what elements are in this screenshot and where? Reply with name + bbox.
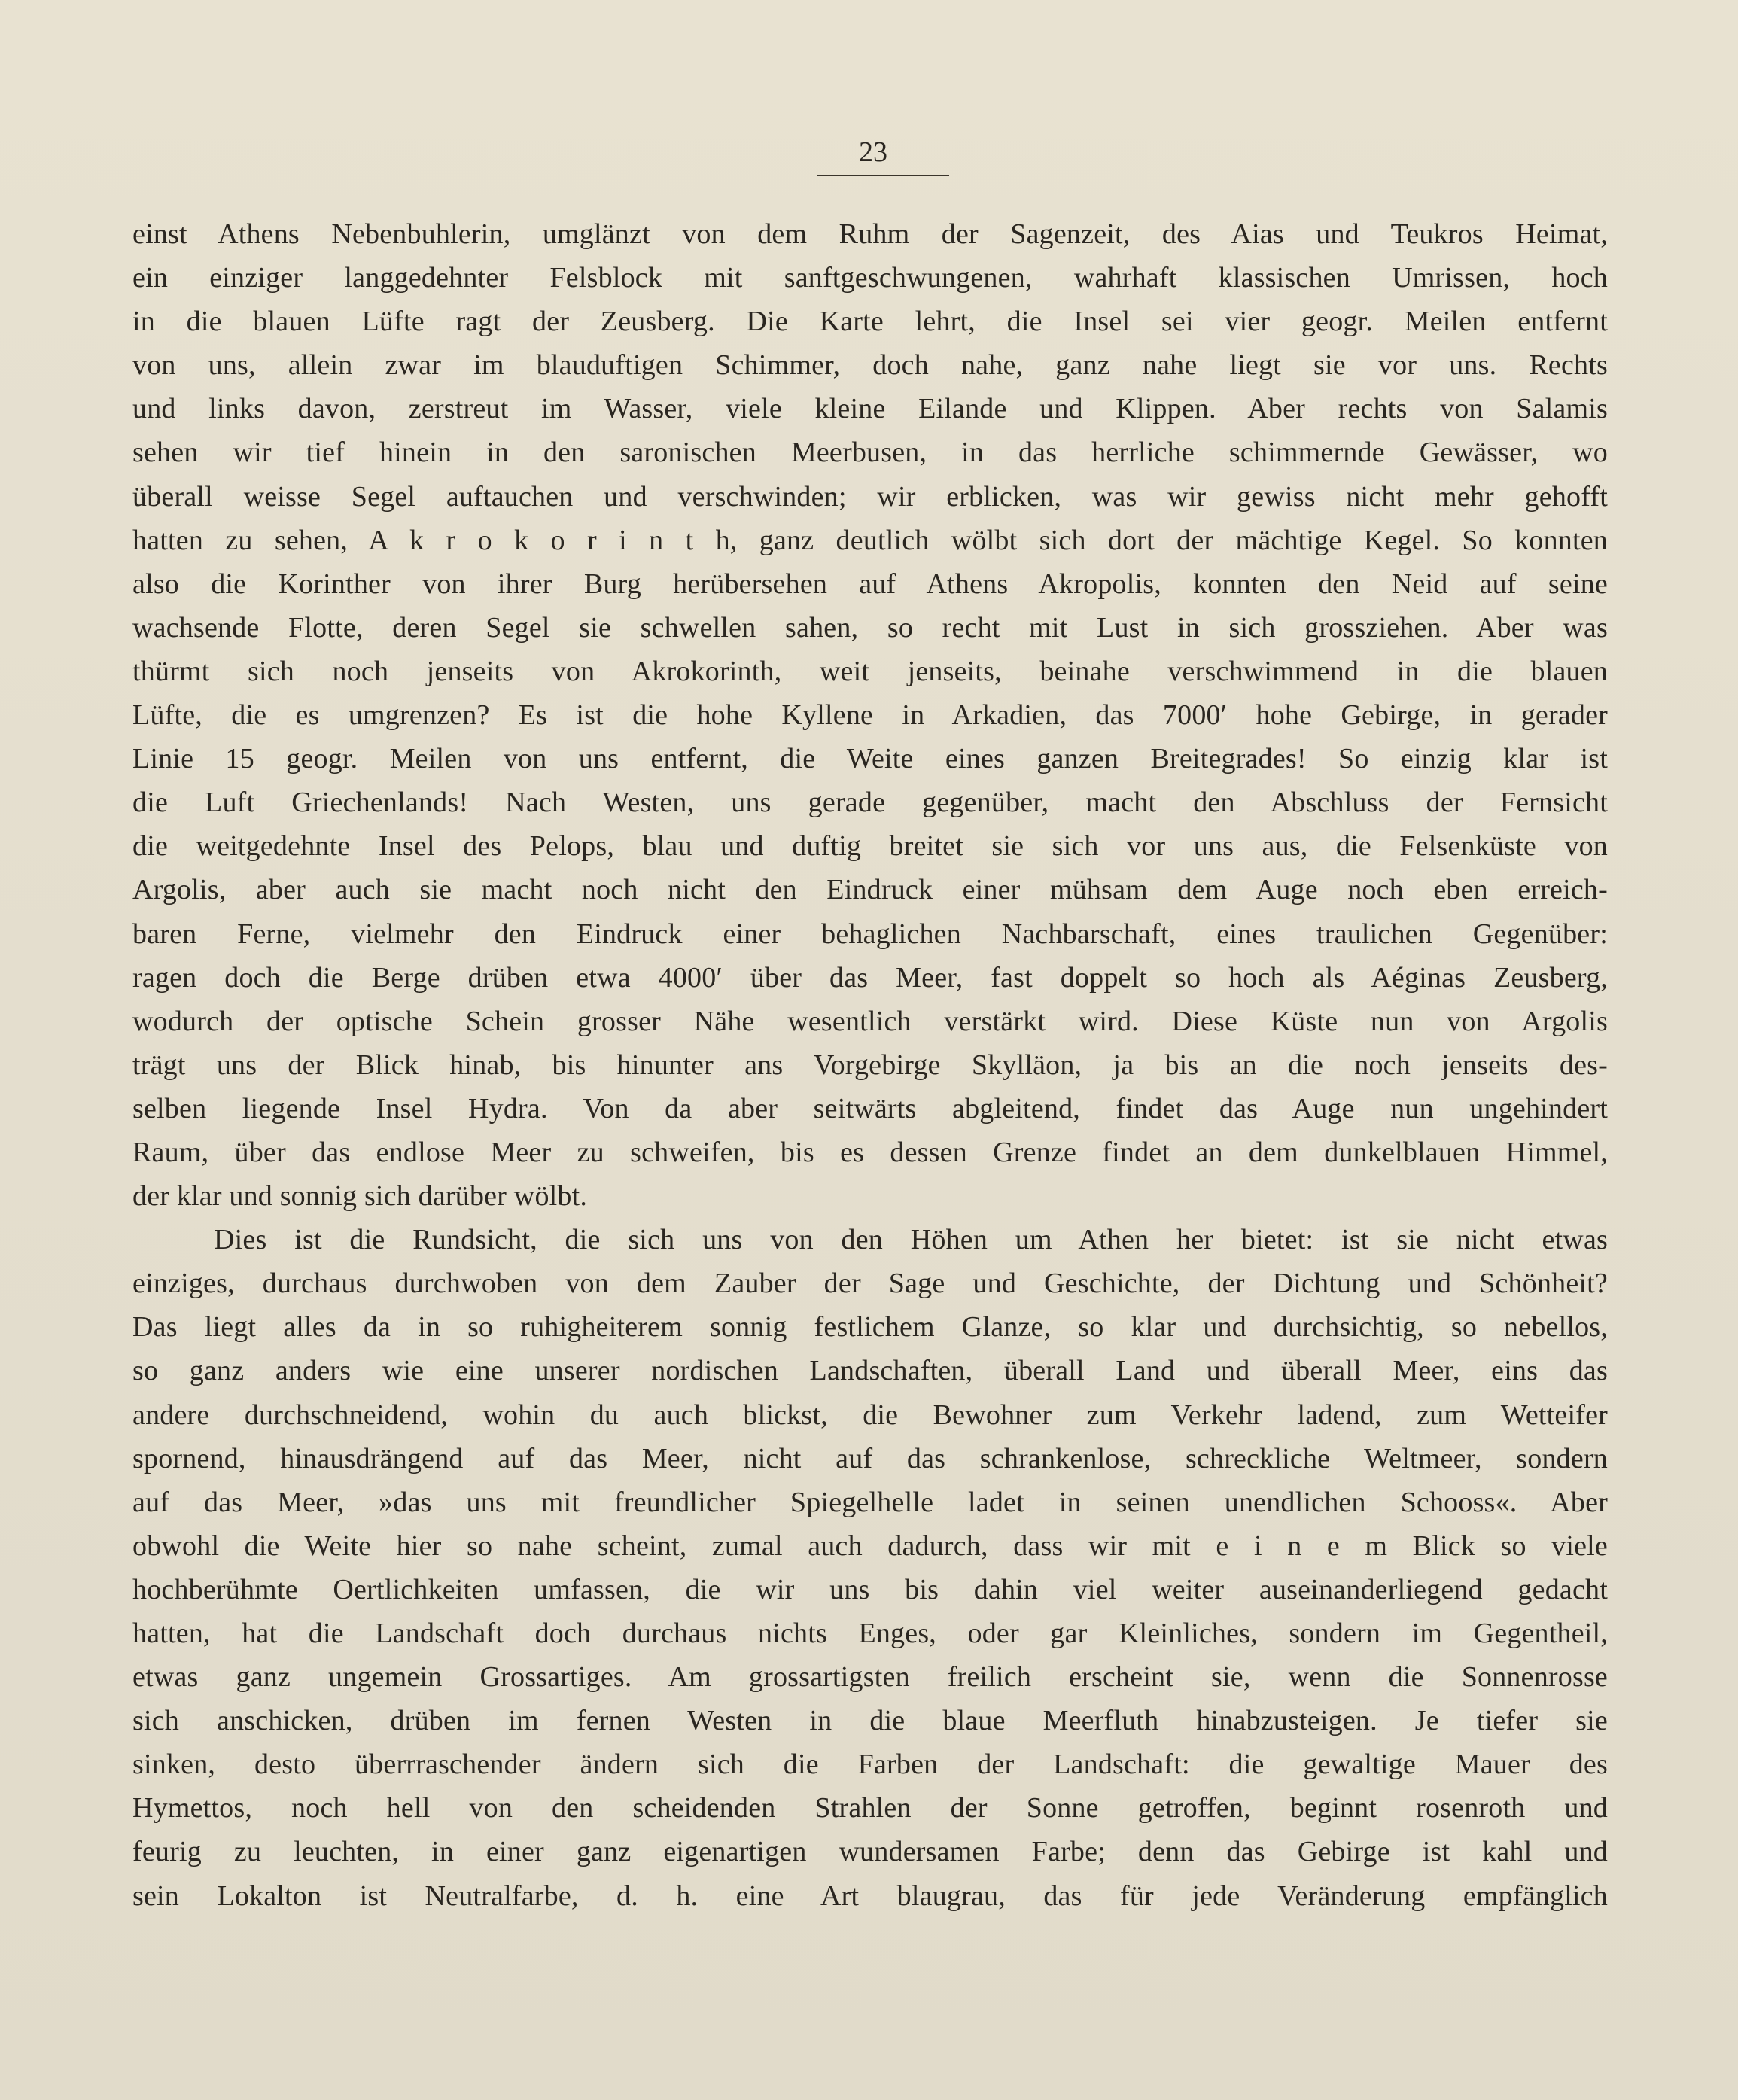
text-line: und links davon, zerstreut im Wasser, viele kleine Eilande und Klippen. Aber rechts von Salamis xyxy=(132,393,1608,425)
paragraph-2 xyxy=(132,1218,1608,1918)
text-line: sein Lokalton ist Neutralfarbe, d. h. eine Art blaugrau, das für jede Veränderung empfänglich xyxy=(132,1879,1608,1912)
text-line: sich anschicken, drüben im fernen Westen in die blaue Meerfluth hinabzusteigen. Je tiefer sie xyxy=(132,1705,1608,1737)
text-line: in die blauen Lüfte ragt der Zeusberg. Die Karte lehrt, die Insel sei vier geogr. Meilen entfernt xyxy=(132,306,1608,338)
text-line: also die Korinther von ihrer Burg herübersehen auf Athens Akropolis, konnten den Neid auf seine xyxy=(132,568,1608,600)
text-line: auf das Meer, »das uns mit freundlicher Spiegelhelle ladet in seinen unendlichen Schooss«. Aber xyxy=(132,1486,1608,1518)
text-line: die weitgedehnte Insel des Pelops, blau und duftig breitet sie sich vor uns aus, die Felsenküste von xyxy=(132,830,1608,863)
text-line: der klar und sonnig sich darüber wölbt. xyxy=(132,1180,588,1213)
text-line: thürmt sich noch jenseits von Akrokorinth, weit jenseits, beinahe verschwimmend in die blauen xyxy=(132,655,1608,687)
page-number: 23 xyxy=(859,136,887,168)
paragraph-1 xyxy=(132,212,1608,1218)
text-line: so ganz anders wie eine unserer nordischen Landschaften, überall Land und überall Meer, eins das xyxy=(132,1355,1608,1387)
text-line: ein einziger langgedehnter Felsblock mit sanftgeschwungenen, wahrhaft klassischen Umrissen, hoch xyxy=(132,262,1608,294)
text-line: wachsende Flotte, deren Segel sie schwellen sahen, so recht mit Lust in sich grossziehen. Aber was xyxy=(132,611,1608,644)
text-line: ragen doch die Berge drüben etwa 4000′ über das Meer, fast doppelt so hoch als Aéginas Zeusberg, xyxy=(132,961,1608,994)
text-line: Dies ist die Rundsicht, die sich uns von den Höhen um Athen her bietet: ist sie nicht etwas xyxy=(214,1224,1608,1256)
text-line: überall weisse Segel auftauchen und verschwinden; wir erblicken, was wir gewiss nicht mehr gehofft xyxy=(132,480,1608,513)
text-line: trägt uns der Blick hinab, bis hinunter ans Vorgebirge Skylläon, ja bis an die noch jenseits des- xyxy=(132,1048,1608,1081)
text-line: Raum, über das endlose Meer zu schweifen, bis es dessen Grenze findet an dem dunkelblauen Himmel, xyxy=(132,1136,1608,1168)
text-line: etwas ganz ungemein Grossartiges. Am grossartigsten freilich erscheint sie, wenn die Sonnenrosse xyxy=(132,1661,1608,1694)
body-text xyxy=(132,212,1608,1918)
text-line: baren Ferne, vielmehr den Eindruck einer behaglichen Nachbarschaft, eines traulichen Gegenüber: xyxy=(132,918,1608,950)
text-line: hochberühmte Oertlichkeiten umfassen, die wir uns bis dahin viel weiter auseinanderliegend gedacht xyxy=(132,1573,1608,1605)
text-line: hatten, hat die Landschaft doch durchaus nichts Enges, oder gar Kleinliches, sondern im Gegentheil, xyxy=(132,1618,1608,1649)
text-line: Hymettos, noch hell von den scheidenden Strahlen der Sonne getroffen, beginnt rosenroth und xyxy=(132,1792,1608,1825)
text-line: Das liegt alles da in so ruhigheiterem sonnig festlichem Glanze, so klar und durchsichtig, so nebellos, xyxy=(132,1311,1608,1344)
text-line: obwohl die Weite hier so nahe scheint, zumal auch dadurch, dass wir mit e i n e m Blick so viele xyxy=(132,1529,1608,1562)
text-line: von uns, allein zwar im blauduftigen Schimmer, doch nahe, ganz nahe liegt sie vor uns. Rechts xyxy=(132,349,1608,382)
text-line: Argolis, aber auch sie macht noch nicht den Eindruck einer mühsam dem Auge noch eben erreich- xyxy=(132,874,1608,906)
text-line: einst Athens Nebenbuhlerin, umglänzt von dem Ruhm der Sagenzeit, des Aias und Teukros Heimat, xyxy=(132,218,1608,250)
text-line: feurig zu leuchten, in einer ganz eigenartigen wundersamen Farbe; denn das Gebirge ist kahl und xyxy=(132,1836,1608,1868)
text-line: hatten zu sehen, A k r o k o r i n t h, ganz deutlich wölbt sich dort der mächtige Kegel. So konnten xyxy=(132,524,1608,556)
text-line: sehen wir tief hinein in den saronischen Meerbusen, in das herrliche schimmernde Gewässer, wo xyxy=(132,437,1608,469)
text-line: wodurch der optische Schein grosser Nähe wesentlich verstärkt wird. Diese Küste nun von Argolis xyxy=(132,1005,1608,1037)
text-line: Lüfte, die es umgrenzen? Es ist die hohe Kyllene in Arkadien, das 7000′ hohe Gebirge, in gerader xyxy=(132,699,1608,732)
page-number-rule xyxy=(817,175,949,176)
text-line: andere durchschneidend, wohin du auch blickst, die Bewohner zum Verkehr ladend, zum Wetteifer xyxy=(132,1398,1608,1431)
text-line: sinken, desto überrraschender ändern sich die Farben der Landschaft: die gewaltige Mauer des xyxy=(132,1748,1608,1781)
text-line: die Luft Griechenlands! Nach Westen, uns gerade gegenüber, macht den Abschluss der Fernsicht xyxy=(132,787,1608,819)
text-line: spornend, hinausdrängend auf das Meer, nicht auf das schrankenlose, schreckliche Weltmeer, sondern xyxy=(132,1442,1608,1475)
text-line: Linie 15 geogr. Meilen von uns entfernt, die Weite eines ganzen Breitegrades! So einzig klar ist xyxy=(132,743,1608,775)
text-line: einziges, durchaus durchwoben von dem Zauber der Sage und Geschichte, der Dichtung und Schönheit? xyxy=(132,1268,1608,1300)
text-line: selben liegende Insel Hydra. Von da aber seitwärts abgleitend, findet das Auge nun ungehindert xyxy=(132,1092,1608,1125)
